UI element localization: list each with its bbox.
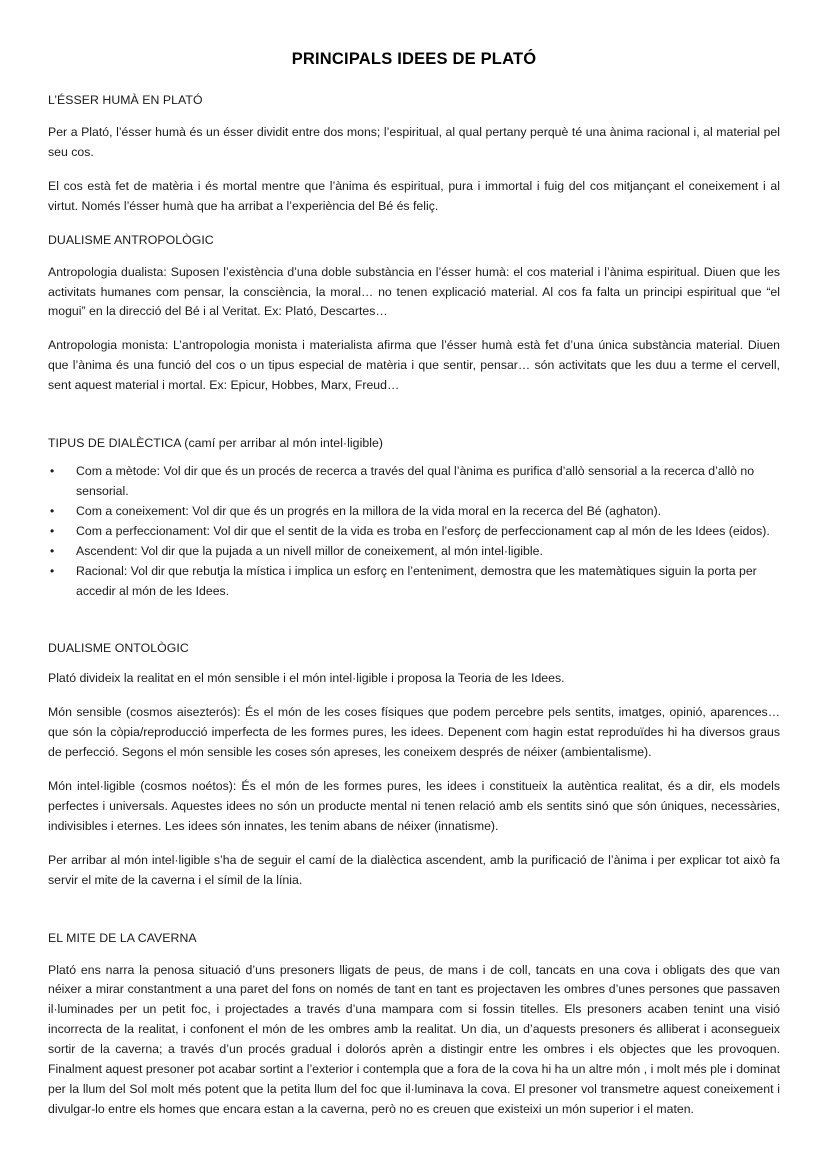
paragraph-ontologic-1: Plató divideix la realitat en el món sensible i el món intel·ligible i proposa la Teoria de les Idees. [48,671,565,686]
spacer [48,217,780,233]
bullet-icon: • [50,543,55,558]
paragraph-mite-caverna: Plató ens narra la penosa situació d’uns presoners lligats de peus, de mans i de coll, tancats en una cova i obligats des que van néixer a mirar constantment a una paret del fons on només de tant en tant es projectaven les ombres d’unes persones que passaven il·luminades per un petit foc, i projectades a través d’una mampara com si fossin titelles. Els presoners acaben tenint una visió incorrecta de la realitat, i confonent el món de les ombres amb la realitat. Un dia, un d’aquests presoners és alliberat i aconsegueix sortir de la caverna; a través d’un procés gradual i dolorós aprèn a distingir entre les ombres i els objectes que les provoquen. Finalment aquest presoner pot acabar sortint a l’exterior i contempla que a fora de la cova hi ha un altre món , i molt més ple i dominat per la llum del Sol molt més potent que la petita llum del foc que il·luminava la cova. El presoner vol transmetre aquest coneixement i divulgar-lo entre els homes que encara estan a la caverna, però no es creuen que existeixi un món superior i el maten. [48,962,780,1116]
section-heading-tipus-dialectica: TIPUS DE DIALÈCTICA (camí per arribar al món intel·ligible) [48,436,384,451]
list-item-label: Racional: Vol dir que rebutja la mística i implica un esforç en l’enteniment, demostra que les matemàtiques siguin la porta per accedir al món de les Idees. [76,563,757,598]
paragraph-antropologia-dualista: Antropologia dualista: Suposen l’existència d’una doble substància en l’ésser humà: el cos material i l’ànima espiritual. Diuen que les activitats humanes com pensar, la consciència, la moral… no tenen explicació material. Al cos fa falta un principi espiritual que “el mogui” en la direcció del Bé i al Veritat. Ex: Plató, Descartes… [48,264,780,319]
section-heading-dualisme-antropologic: DUALISME ANTROPOLÒGIC [48,232,214,247]
section-heading-mite-caverna: EL MITE DE LA CAVERNA [48,930,197,945]
bullet-icon: • [50,503,55,518]
bullet-icon: • [50,523,55,538]
spacer [48,247,780,263]
list-item [48,502,780,522]
section-heading-dualisme-ontologic: DUALISME ONTOLÒGIC [48,641,189,656]
spacer [48,69,780,93]
spacer [48,450,780,462]
spacer [48,163,780,177]
list-item [48,522,780,542]
paragraph-esser-huma-2: El cos està fet de matèria i és mortal mentre que l’ànima és espiritual, pura i immortal i fuig del cos mitjançant el coneixement i al virtut. Només l’ésser humà que ha arribat a l’experiència del Bé és feliç. [48,178,780,213]
list-item [48,462,780,502]
spacer [48,837,780,851]
bullet-icon: • [50,563,55,578]
paragraph-antropologia-monista: Antropologia monista: L’antropologia monista i materialista afirma que l’ésser humà està fet d’una única substància material. Diuen que l’ànima és una funció del cos o un tipus especial de matèria i que sentir, pensar… són activitats que les duu a terme el cervell, sent aquest material i mortal. Ex: Epicur, Hobbes, Marx, Freud… [48,338,780,393]
list-item-label: Com a mètode: Vol dir que és un procés de recerca a través del qual l’ànima es purifica d’allò sensorial a la recerca d’allò no sensorial. [76,464,755,498]
spacer [48,655,780,669]
page-title: PRINCIPALS IDEES DE PLATÓ [291,50,537,68]
paragraph-mon-sensible: Món sensible (cosmos aisezterós): És el món de les coses físiques que podem percebre pels sentits, imatges, opinió, aparences… que són la còpia/reproducció imperfecta de les formes pures, les idees. Depenent com hagin estat reproduïdes hi ha diversos graus de perfecció. Segons el món sensible les coses són apreses, les coneixem després de néixer (ambientalisme). [48,705,780,760]
list-item-label: Ascendent: Vol dir que la pujada a un nivell millor de coneixement, al món intel·ligible. [76,543,543,558]
paragraph-mon-intelligible: Món intel·ligible (cosmos noétos): És el món de les formes pures, les idees i constitueix la autèntica realitat, és a dir, els models perfectes i universals. Aquestes idees no són un producte mental ni tenen relació amb els sentits sinó que són úniques, necessàries, indivisibles i eternes. Les idees són innates, les tenim abans de néixer (innatisme). [48,779,780,833]
list-item-label: Com a coneixement: Vol dir que és un progrés en la millora de la vida moral en la recerca del Bé (aghaton). [76,503,662,518]
spacer [48,322,780,336]
spacer [48,945,780,961]
section-heading-esser-huma: L’ÉSSER HUMÀ EN PLATÓ [48,93,203,107]
spacer [48,396,780,436]
list-item-label: Com a perfeccionament: Vol dir que el sentit de la vida es troba en l’esforç de perfeccionament cap al món de les Idees (eidos). [76,523,770,538]
list-item [48,562,780,602]
bullet-icon: • [50,464,55,479]
dialectica-list [48,462,780,601]
spacer [48,601,780,641]
spacer [48,763,780,777]
spacer [48,689,780,703]
spacer [48,891,780,931]
list-item [48,542,780,562]
paragraph-ontologic-conclusio: Per arribar al món intel·ligible s’ha de seguir el camí de la dialèctica ascendent, amb la purificació de l’ànima i per explicar tot això fa servir el mite de la caverna i el símil de la línia. [48,852,780,887]
spacer [48,107,780,123]
paragraph-esser-huma-1: Per a Plató, l’ésser humà és un ésser dividit entre dos mons; l’espiritual, al qual pertany perquè té una ànima racional i, al material pel seu cos. [48,125,780,159]
